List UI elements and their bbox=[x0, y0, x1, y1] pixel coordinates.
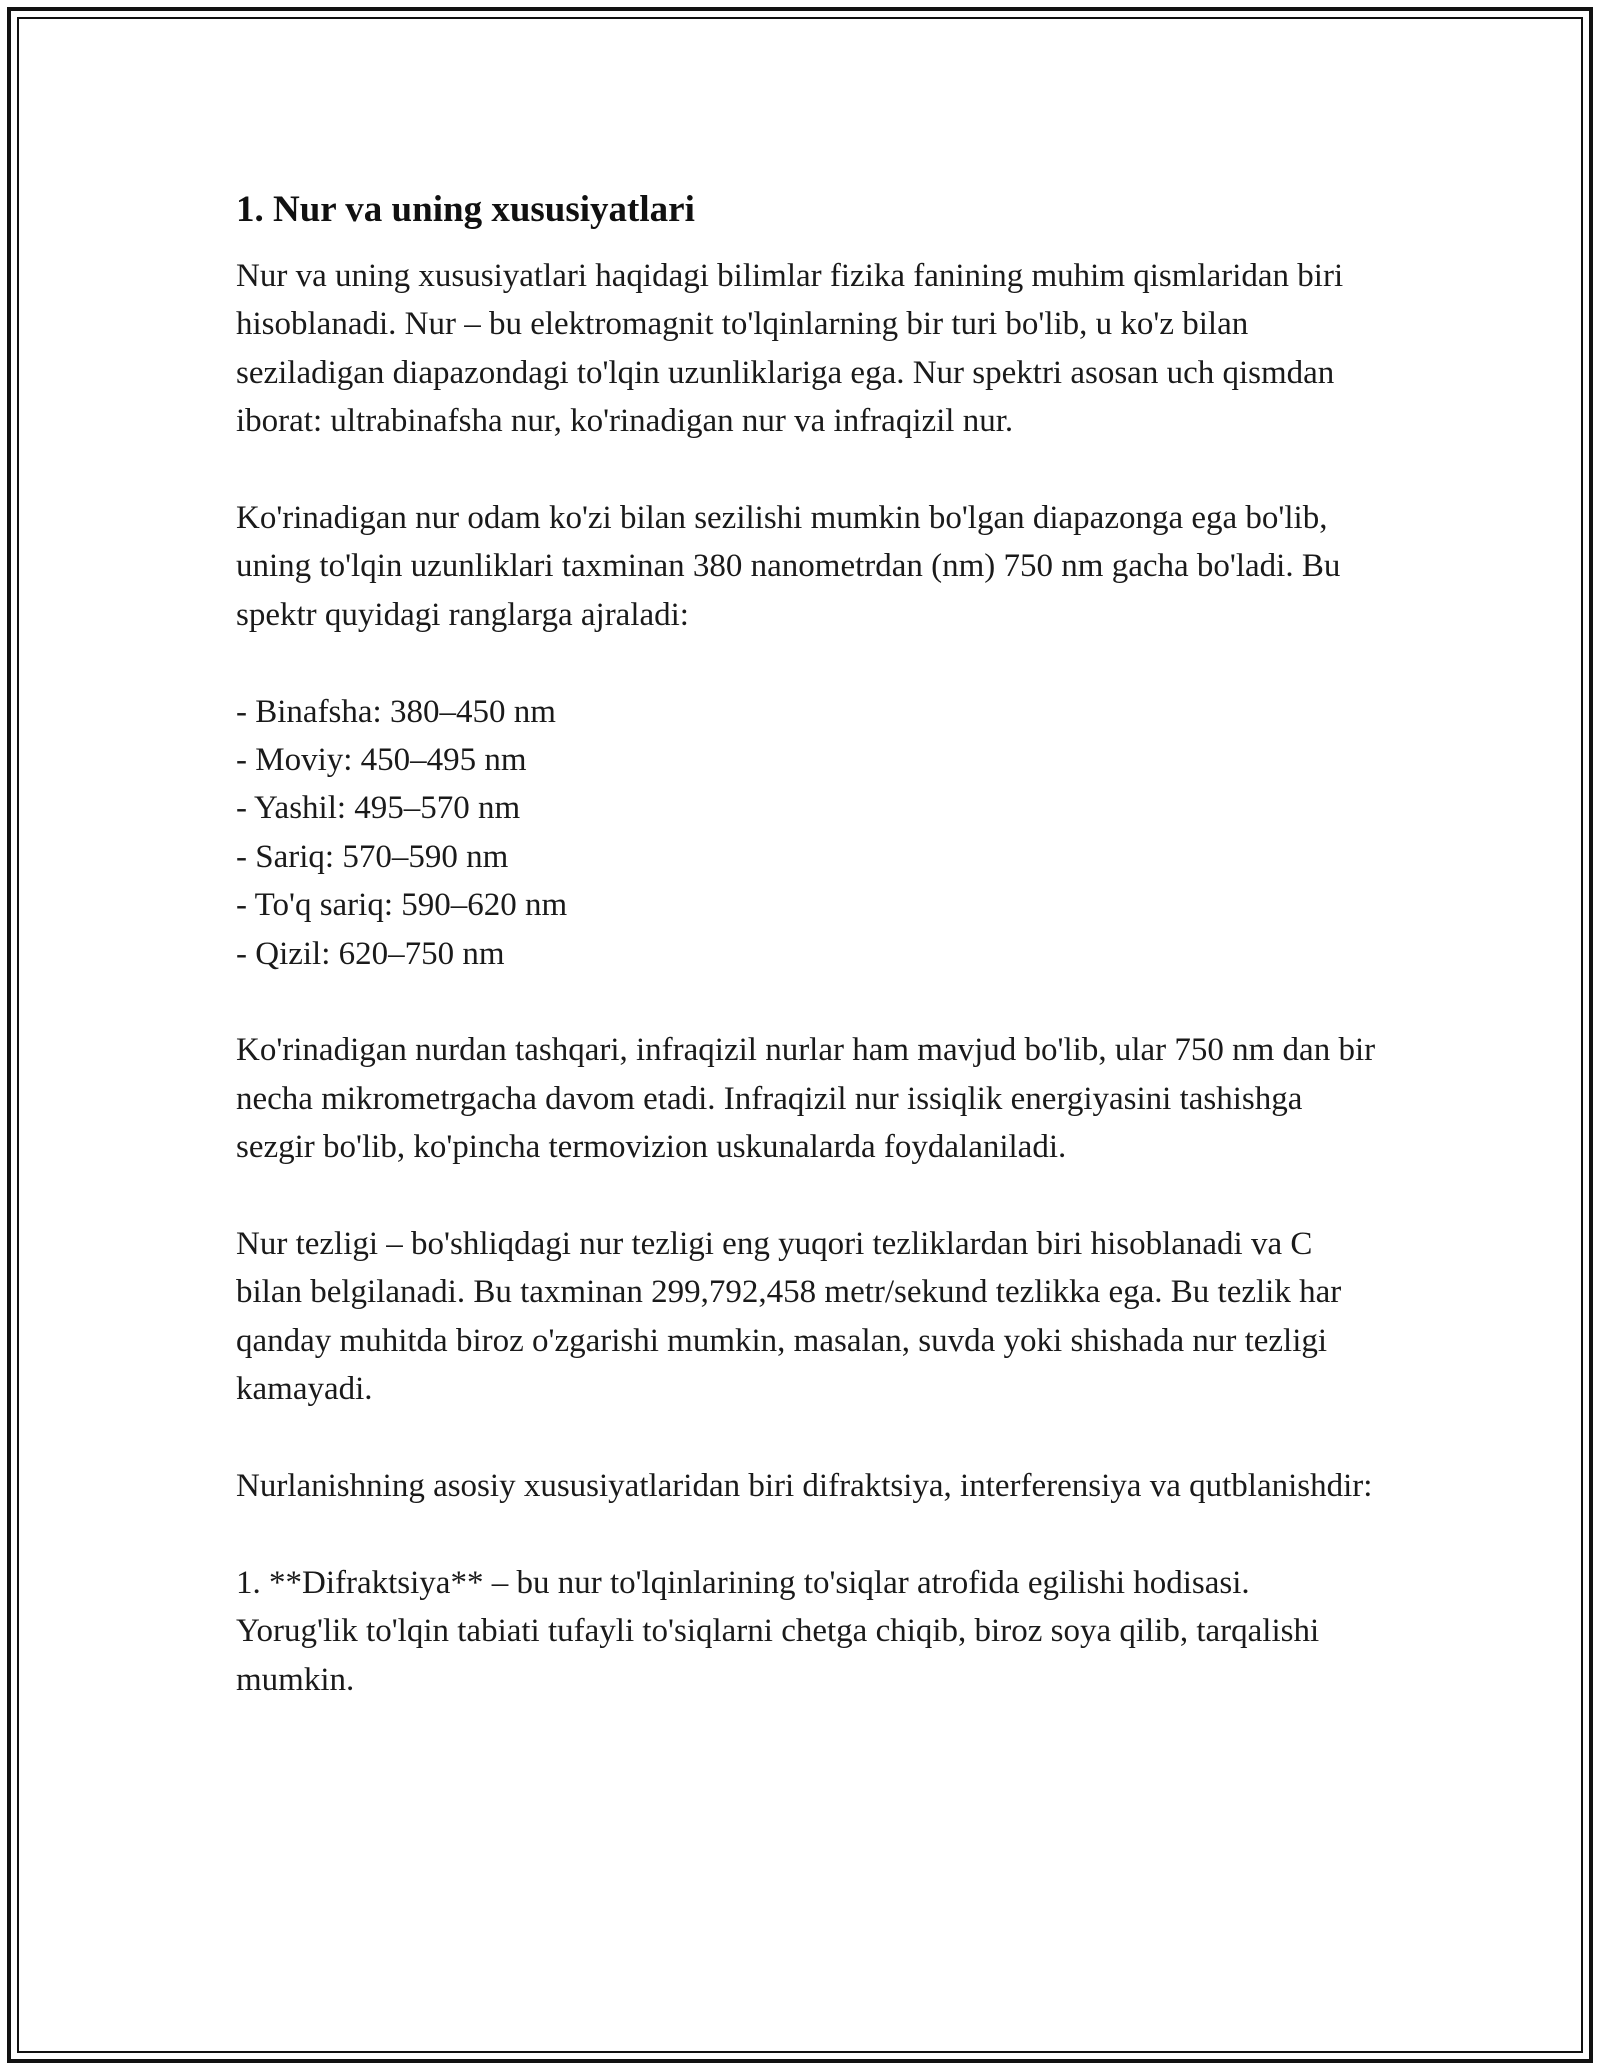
list-item-violet: - Binafsha: 380–450 nm bbox=[236, 693, 556, 730]
paragraph-properties: Nurlanishning asosiy xususiyatlaridan biri difraktsiya, interferensiya va qutblanishdir: bbox=[236, 1468, 1373, 1505]
list-item-red: - Qizil: 620–750 nm bbox=[236, 935, 505, 972]
list-item-green: - Yashil: 495–570 nm bbox=[236, 790, 521, 827]
paragraph-visible-light: Ko'rinadigan nur odam ko'zi bilan sezilishi mumkin bo'lgan diapazonga ega bo'lib, uning to'lqin uzunliklari taxminan 380 nanometrdan (nm) 750 nm gacha bo'ladi. Bu spektr quyidagi ranglarga ajraladi: bbox=[236, 500, 1341, 633]
paragraph-infrared: Ko'rinadigan nurdan tashqari, infraqizil nurlar ham mavjud bo'lib, ular 750 nm dan bir necha mikrometrgacha davom etadi. Infraqizil nur issiqlik energiyasini tashishga sezgir bo'lib, ko'pincha termovizion uskunalarda foydalaniladi. bbox=[236, 1032, 1376, 1166]
paragraph-light-speed: Nur tezligi – bo'shliqdagi nur tezligi eng yuqori tezliklardan biri hisoblanadi va C bilan belgilanadi. Bu taxminan 299,792,458 metr/sekund tezlikka ega. Bu tezlik har qanday muhitda biroz o'zgarishi mumkin, masalan, suvda yoki shishada nur tezligi kamayadi. bbox=[236, 1226, 1342, 1408]
spectrum-color-list bbox=[236, 688, 1376, 978]
section-heading: 1. Nur va uning xususiyatlari bbox=[236, 189, 695, 230]
paragraph-diffraction: 1. **Difraktsiya** – bu nur to'lqinlarining to'siqlar atrofida egilishi hodisasi. Yorug'lik to'lqin tabiati tufayli to'siqlarni chetga chiqib, biroz soya qilib, tarqalishi mumkin. bbox=[236, 1564, 1320, 1698]
list-item-yellow: - Sariq: 570–590 nm bbox=[236, 838, 509, 875]
document-body bbox=[236, 186, 1376, 1752]
list-item-blue: - Moviy: 450–495 nm bbox=[236, 742, 527, 779]
paragraph-intro: Nur va uning xususiyatlari haqidagi bilimlar fizika fanining muhim qismlaridan biri hisoblanadi. Nur – bu elektromagnit to'lqinlarning bir turi bo'lib, u ko'z bilan seziladigan diapazondagi to'lqin uzunliklariga ega. Nur spektri asosan uch qismdan iborat: ultrabinafsha nur, ko'rinadigan nur va infraqizil nur. bbox=[236, 258, 1344, 440]
list-item-orange: - To'q sariq: 590–620 nm bbox=[236, 887, 568, 924]
